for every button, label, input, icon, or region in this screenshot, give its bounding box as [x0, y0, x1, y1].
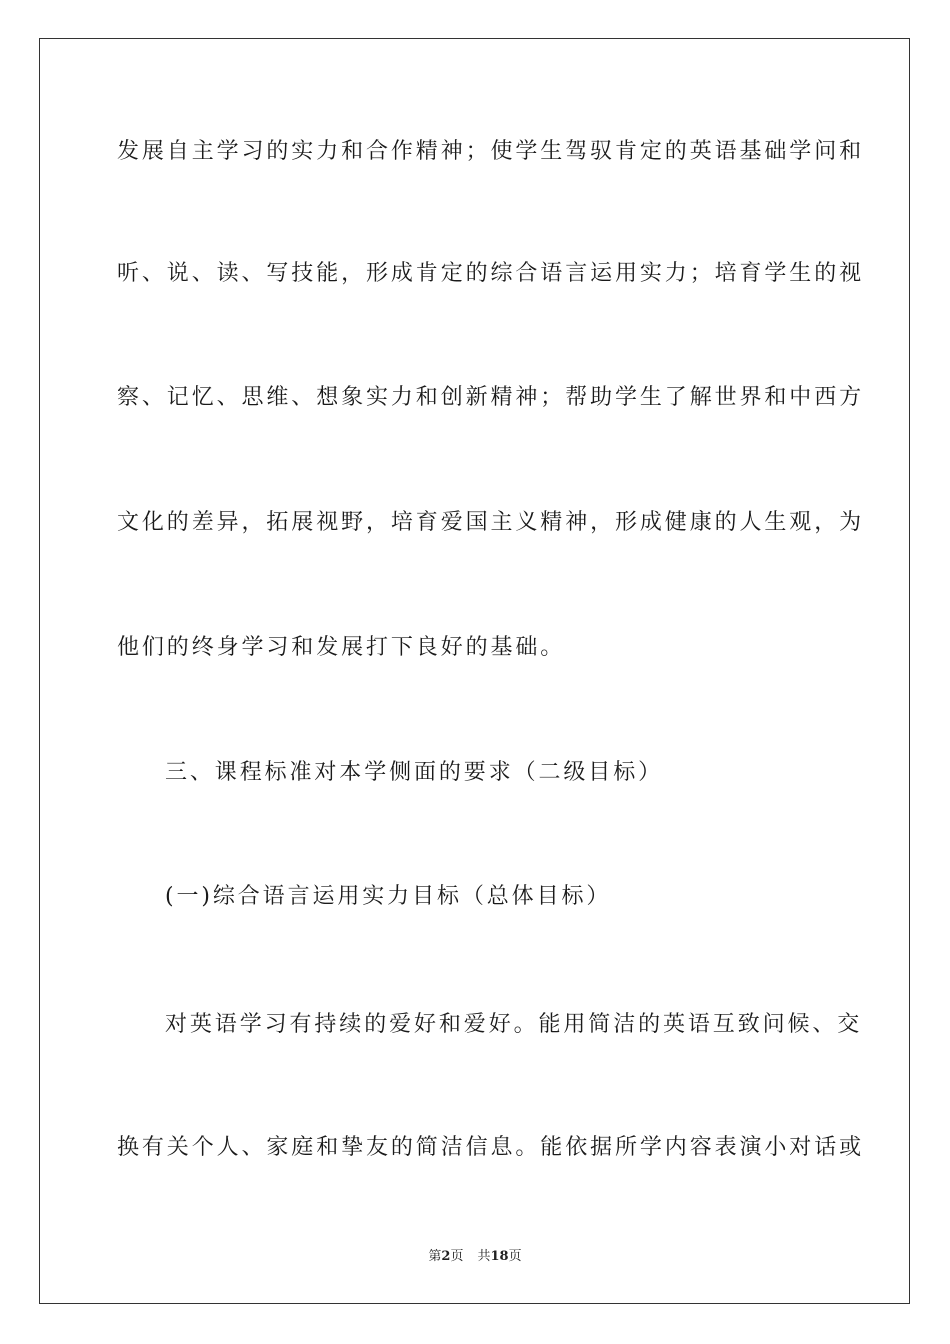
body-line-5: 他们的终身学习和发展打下良好的基础。 [117, 635, 566, 660]
body-line-3: 察、记忆、思维、想象实力和创新精神；帮助学生了解世界和中西方 [117, 385, 865, 410]
page-footer [0, 1245, 950, 1264]
body-line-1: 发展自主学习的实力和合作精神；使学生驾驭肯定的英语基础学问和 [117, 139, 865, 164]
footer-page-prefix: 第 [428, 1249, 442, 1264]
footer-page-number: 2 [441, 1249, 451, 1264]
footer-page-suffix: 页 [450, 1249, 464, 1264]
footer-total-suffix: 页 [508, 1249, 522, 1264]
section-heading: 三、课程标准对本学侧面的要求（二级目标） [165, 760, 664, 785]
body-line-6: 对英语学习有持续的爱好和爱好。能用简洁的英语互致问候、交 [165, 1012, 863, 1037]
body-line-7: 换有关个人、家庭和挚友的简洁信息。能依据所学内容表演小对话或 [117, 1135, 865, 1160]
page-frame [39, 38, 910, 1304]
footer-total-prefix: 共 [477, 1249, 491, 1264]
body-line-2: 听、说、读、写技能，形成肯定的综合语言运用实力；培育学生的视 [117, 261, 865, 286]
body-line-4: 文化的差异，拓展视野，培育爱国主义精神，形成健康的人生观，为 [117, 510, 865, 535]
footer-total-number: 18 [490, 1249, 509, 1264]
subsection-heading: (一)综合语言运用实力目标（总体目标） [165, 884, 612, 909]
